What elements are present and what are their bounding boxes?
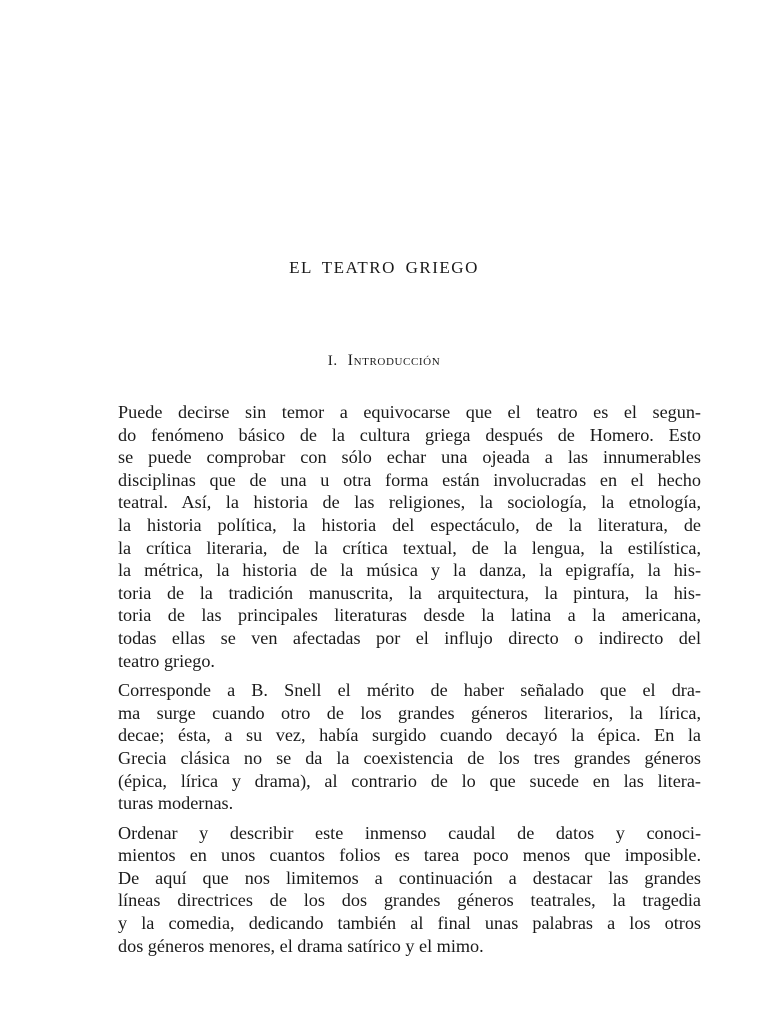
- text-line: dos géneros menores, el drama satírico y el mimo.: [118, 935, 484, 956]
- text-line: se puede comprobar con sólo echar una ojeada a las innumerables: [118, 447, 701, 468]
- text-line: do fenómeno básico de la cultura griega después de Homero. Esto: [118, 424, 701, 445]
- text-line: Ordenar y describir este inmenso caudal de datos y conoci-: [118, 822, 701, 843]
- text-line: teatro griego.: [118, 650, 215, 671]
- text-line: decae; ésta, a su vez, había surgido cuando decayó la épica. En la: [118, 725, 701, 746]
- text-line: líneas directrices de los dos grandes géneros teatrales, la tragedia: [118, 890, 701, 911]
- text-line: la crítica literaria, de la crítica textual, de la lengua, la estilística,: [118, 537, 701, 558]
- text-line: y la comedia, dedicando también al final unas palabras a los otros: [118, 913, 701, 934]
- paragraph: [88, 822, 701, 958]
- text-line: Corresponde a B. Snell el mérito de haber señalado que el dra-: [118, 680, 701, 701]
- text-line: mientos en unos cuantos folios es tarea poco menos que imposible.: [118, 845, 701, 866]
- text-line: teatral. Así, la historia de las religiones, la sociología, la etnología,: [118, 492, 701, 513]
- text-line: toria de las principales literaturas desde la latina a la americana,: [118, 605, 701, 626]
- text-line: Grecia clásica no se da la coexistencia de los tres grandes géneros: [118, 747, 701, 768]
- body-text: [88, 401, 701, 964]
- text-line: Puede decirse sin temor a equivocarse que el teatro es el segun-: [118, 402, 701, 422]
- paragraph: [88, 401, 701, 672]
- page-title: EL TEATRO GRIEGO: [289, 258, 479, 277]
- text-line: toria de la tradición manuscrita, la arquitectura, la pintura, la his-: [118, 582, 701, 603]
- section-heading: [0, 352, 768, 370]
- text-line: De aquí que nos limitemos a continuación a destacar las grandes: [118, 867, 701, 888]
- section-title: Introducción: [347, 352, 441, 369]
- section-number: I.: [327, 353, 338, 369]
- text-line: todas ellas se ven afectadas por el influjo directo o indirecto del: [118, 627, 701, 648]
- paragraph: [88, 679, 701, 815]
- text-line: ma surge cuando otro de los grandes géneros literarios, la lírica,: [118, 702, 701, 723]
- text-line: turas modernas.: [118, 793, 234, 814]
- text-line: (épica, lírica y drama), al contrario de lo que sucede en las litera-: [118, 770, 701, 791]
- text-line: la historia política, la historia del espectáculo, de la literatura, de: [118, 514, 701, 535]
- text-line: la métrica, la historia de la música y la danza, la epigrafía, la his-: [118, 560, 701, 581]
- text-line: disciplinas que de una u otra forma están involucradas en el hecho: [118, 469, 701, 490]
